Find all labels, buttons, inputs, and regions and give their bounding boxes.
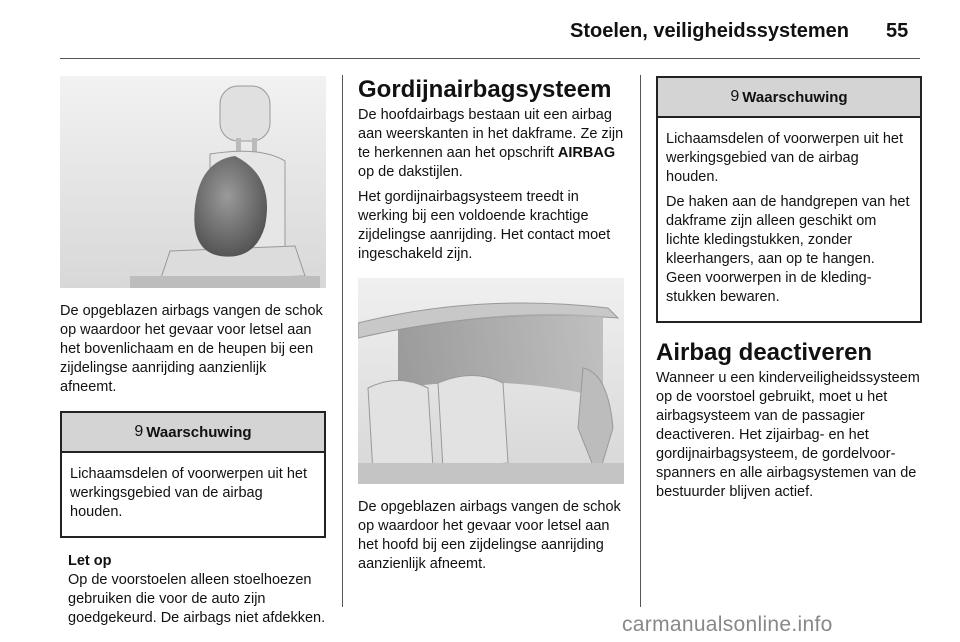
note-text: Op de voorstoelen alleen stoelhoezen gebruiken die voor de auto zijn goedgekeurd. De airbags niet afdekken. [68,572,326,626]
warning-header [658,78,920,118]
section-heading-curtain-airbag: Gordijnairbagsysteem [358,76,612,103]
para1-text-end: op de dakstijlen. [358,164,463,180]
seat-airbag-caption: De opgeblazen airbags vangen de schok op waardoor het gevaar voor letsel aan het bovenlichaam en de heupen bij een zijdelingse aanrijding aanzienlijk afneemt. [60,303,323,395]
warning-text: Lichaamsdelen of voorwerpen uit het werkingsgebied van de airbag houden. [70,466,307,520]
seat-airbag-illustration [60,76,326,288]
note-block [60,552,326,628]
column-divider-1 [342,75,343,607]
warning-triangle-icon: 9 [134,423,144,440]
airbag-deactivation-paragraph: Wanneer u een kinderveiligheidssysteem op de voorstoel gebruikt, moet u het airbagsysteem van de passagier deactiveren. Het zijairbag- en het gordijnairbagsysteem, de gordelvoorspanners en alle airbagsystemen van de bestuurder blijven actief. [656,370,920,500]
watermark-text: carmanualsonline.info [622,613,833,636]
column-2 [358,76,624,574]
warning-triangle-icon: 9 [730,88,740,105]
column-3 [656,76,922,502]
page-number: 55 [886,20,909,42]
warning-text-1: Lichaamsdelen of voorwerpen uit het werkingsgebied van de airbag houden. [666,131,903,185]
note-label: Let op [68,553,112,569]
column-divider-2 [640,75,641,607]
warning-text-2: De haken aan de handgrepen van het dakframe zijn alleen geschikt om lichte kledingstukken, zonder kleerhangers, aan op te hangen. Geen voorwerpen in de kledingstukken bewaren. [666,194,910,305]
warning-title: Waarschuwing [742,88,848,106]
curtain-airbag-paragraph-2: Het gordijnairbagsysteem treedt in werking bij een voldoende krachtige zijdelingse aanrijding. Het contact moet ingeschakeld zijn. [358,189,611,262]
warning-header [62,413,324,453]
section-heading-airbag-deactivation: Airbag deactiveren [656,339,873,366]
curtain-airbag-caption: De opgeblazen airbags vangen de schok op waardoor het gevaar voor letsel aan het hoofd bij een zijdelingse aanrijding aanzienlijk afneemt. [358,499,621,572]
para1-text: De hoofdairbags bestaan uit een airbag aan weerskanten in het dakframe. Ze zijn te herkennen aan het opschrift [358,107,624,161]
airbag-label-text: AIRBAG [557,145,616,161]
warning-box-2 [656,76,922,323]
curtain-airbag-paragraph-1 [358,106,624,182]
header-divider [60,58,920,59]
car-interior-curtain-airbag-illustration [358,278,624,484]
warning-title: Waarschuwing [146,423,252,441]
column-1 [60,76,326,628]
page-title: Stoelen, veiligheidssystemen [570,20,849,42]
warning-box-1 [60,411,326,538]
